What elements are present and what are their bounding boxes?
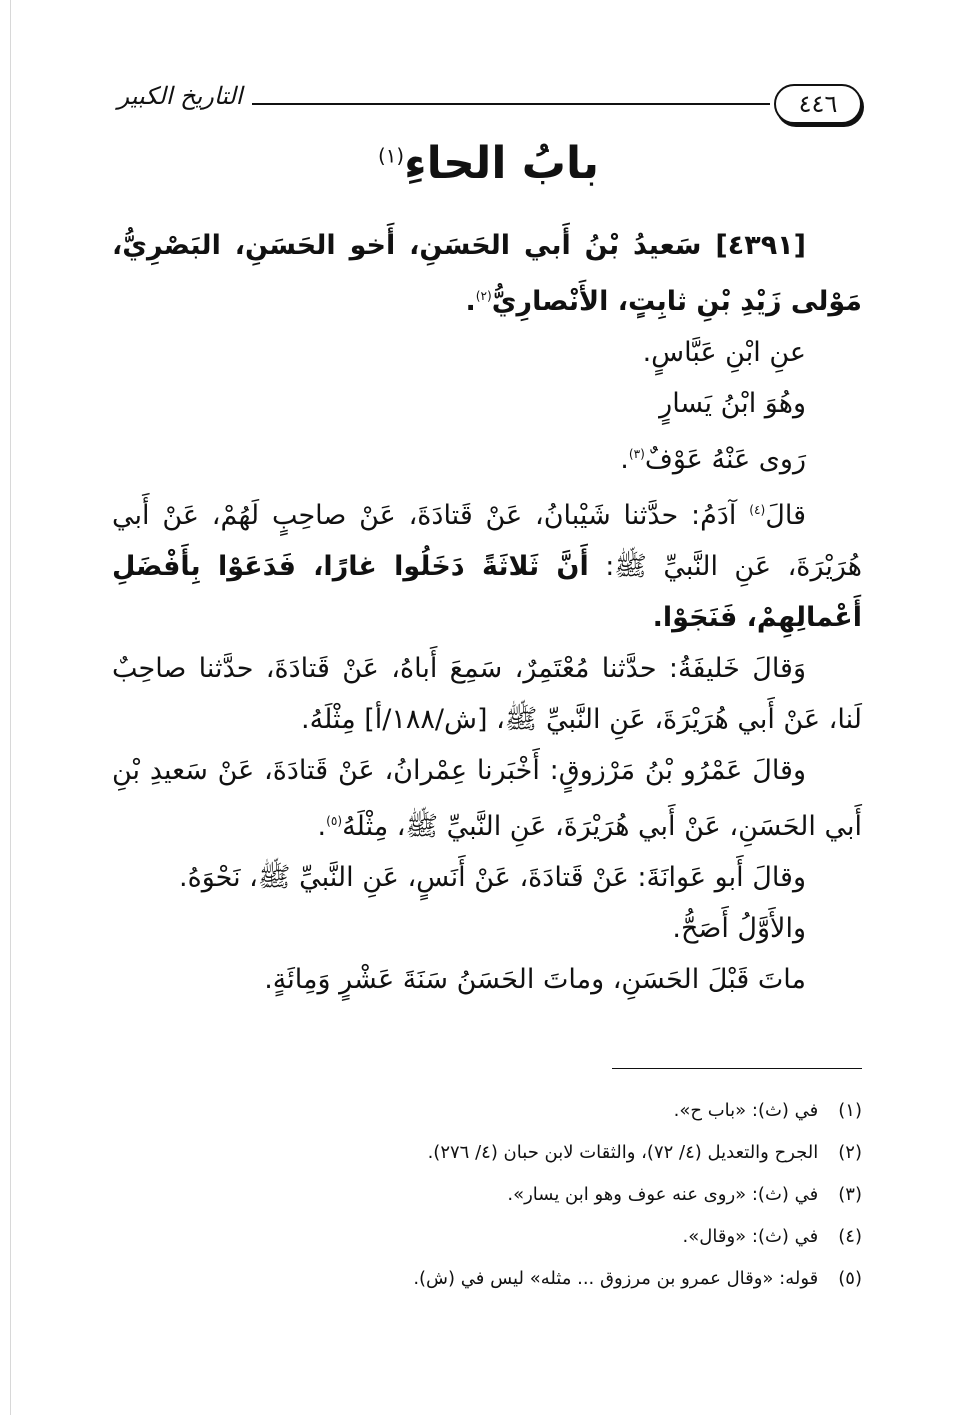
narration-paragraph: وقالَ عَمْرُو بْنُ مَرْزوقٍ: أَخْبَرنا عِمْرانُ، عَنْ قَتادَةَ، عَنْ سَعيدِ بْنِ أَبي الحَسَنِ، عَنْ أَبي هُرَيْرَةَ، عَنِ النَّبيِّ ﷺ، مِثْلَهُ$^{(٥)}$. <box>112 755 862 842</box>
narration-paragraph: ماتَ قَبْلَ الحَسَنِ، وماتَ الحَسَنُ سَنَةَ عَشْرٍ وَمِائَةٍ. <box>264 964 806 995</box>
footnote-ref: (٥) <box>326 814 343 828</box>
scan-edge-line <box>10 0 11 1415</box>
main-text <box>112 220 862 1005</box>
footnote-ref: (٤) <box>749 503 766 517</box>
footnote-ref: (١) <box>378 144 405 168</box>
narration-line: رَوى عَنْهُ عَوْفٌ$^{(٣)}$. <box>620 444 806 475</box>
footnote-text: قوله: «وقال عمرو بن مرزوق ... مثله» ليس في (ش). <box>413 1268 819 1289</box>
footnote-number: (٥) <box>838 1268 862 1289</box>
footnote-number: (١) <box>838 1100 862 1121</box>
narration-paragraph: وَقالَ خَليفَةُ: حدَّثنا مُعْتَمِرٌ، سَمِعَ أَباهُ، عَنْ قَتادَةَ، حدَّثنا صاحِبٌ لَنا، عَنْ أَبي هُرَيْرَةَ، عَنِ النَّبيِّ ﷺ، [ش/١٨٨/أ] مِثْلَهُ. <box>112 653 862 735</box>
narration-line: عنِ ابْنِ عَبَّاسٍ. <box>642 337 806 368</box>
footnote-ref: (٣) <box>628 447 645 461</box>
footnote-text: في (ث): «روى عنه عوف وهو ابن يسار». <box>507 1184 819 1205</box>
footnote <box>112 1258 862 1300</box>
entry-heading: [٤٣٩١] سَعيدُ بْنُ أَبي الحَسَنِ، أَخو الحَسَنِ، البَصْرِيُّ، مَوْلى زَيْدِ بْنِ ثابِتٍ، الأَنْصارِيُّ$^{(٢)}$. <box>112 230 862 317</box>
chapter-title-text: بابُ الحاءِ <box>404 138 599 189</box>
page-number: ٤٤٦ <box>798 90 838 118</box>
footnote <box>112 1090 862 1132</box>
narration-paragraph: وقالَ أَبو عَوانَةَ: عَنْ قَتادَةَ، عَنْ أَنَسٍ، عَنِ النَّبيِّ ﷺ، نَحْوَهُ. <box>178 862 806 893</box>
page-number-badge <box>774 84 862 124</box>
page-header <box>112 80 862 130</box>
running-title: التاريخ الكبير <box>117 82 243 110</box>
footnote-text: في (ث): «باب ح». <box>673 1100 819 1121</box>
footnote-text: الجرح والتعديل (٤/ ٧٢)، والثقات لابن حبان (٤/ ٢٧٦). <box>427 1142 819 1163</box>
header-rule <box>252 103 770 105</box>
footnote-number: (٣) <box>838 1184 862 1205</box>
footnotes <box>112 1090 862 1300</box>
narration-line: وهُوَ ابْنُ يَسارٍ <box>659 388 806 419</box>
footnote-ref: (٢) <box>475 289 492 303</box>
narration-paragraph: والأَوَّلُ أَصَحُّ. <box>672 913 806 944</box>
footnote-text: في (ث): «وقال». <box>682 1226 819 1247</box>
footnote-number: (٤) <box>838 1226 862 1247</box>
footnote-number: (٢) <box>838 1142 862 1163</box>
footnote-separator <box>612 1068 862 1069</box>
chapter-title <box>0 138 977 189</box>
footnote <box>112 1174 862 1216</box>
footnote <box>112 1132 862 1174</box>
narration-paragraph: قالَ$^{(٤)}$ آدَمُ: حدَّثنا شَيْبانُ، عَنْ قَتادَةَ، عَنْ صاحِبٍ لَهُمْ، عَنْ أَبي هُرَيْرَةَ، عَنِ النَّبيِّ ﷺ: أَنَّ ثَلاثَةً دَخَلُوا غارًا، فَدَعَوْا بِأَفْضَلِ أَعْمالِهِمْ، فَنَجَوْا. <box>112 500 862 633</box>
hadith-text: أَنَّ ثَلاثَةً دَخَلُوا غارًا، فَدَعَوْا بِأَفْضَلِ أَعْمالِهِمْ، فَنَجَوْا. <box>112 551 862 633</box>
footnote <box>112 1216 862 1258</box>
